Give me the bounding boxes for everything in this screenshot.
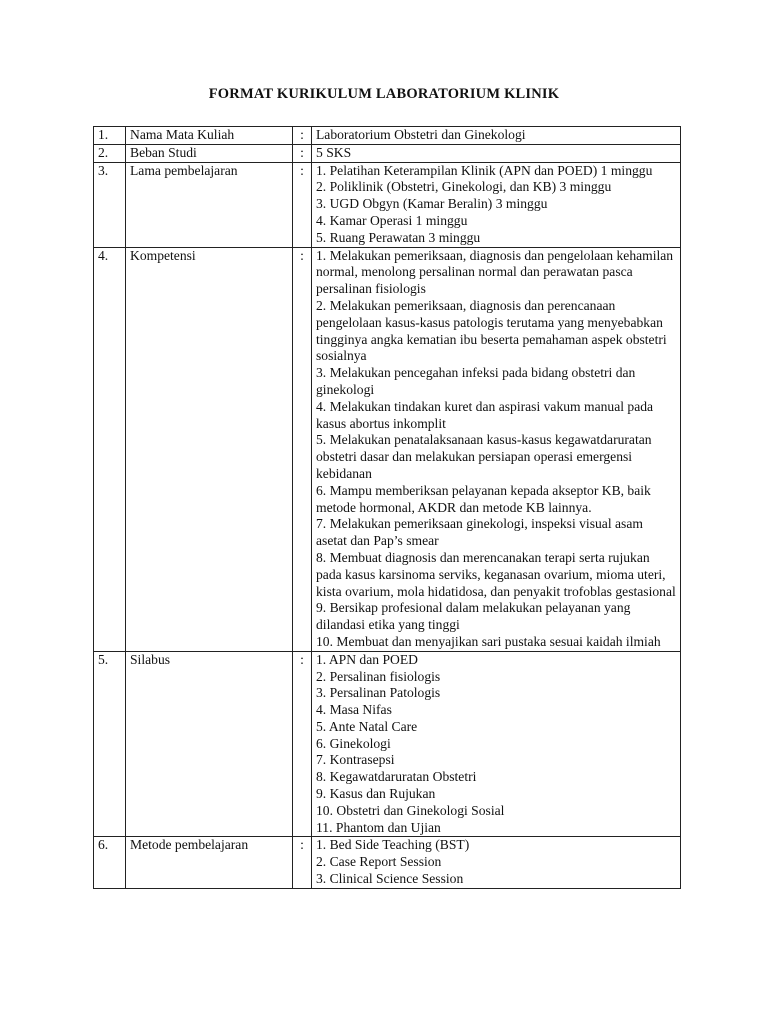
table-row bbox=[94, 247, 681, 651]
table-row bbox=[94, 162, 681, 247]
value-line: 1. APN dan POED bbox=[316, 651, 418, 667]
value-line: 10. Obstetri dan Ginekologi Sosial bbox=[316, 802, 505, 818]
value-line: 1. Bed Side Teaching (BST) bbox=[316, 837, 470, 853]
value-line: 4. Kamar Operasi 1 minggu bbox=[316, 212, 468, 228]
row-colon: : bbox=[293, 247, 312, 651]
table-row bbox=[94, 651, 681, 837]
value-line: 10. Membuat dan menyajikan sari pustaka sesuai kaidah ilmiah bbox=[316, 633, 661, 649]
value-line: 7. Melakukan pemeriksaan ginekologi, inspeksi visual asam asetat dan Pap’s smear bbox=[316, 516, 643, 549]
row-number: 4. bbox=[94, 247, 126, 651]
row-value bbox=[312, 127, 681, 145]
curriculum-table-body bbox=[94, 127, 681, 889]
value-line: 7. Kontrasepsi bbox=[316, 752, 395, 768]
row-value bbox=[312, 247, 681, 651]
curriculum-table bbox=[93, 126, 681, 889]
row-number: 2. bbox=[94, 144, 126, 162]
value-line: 11. Phantom dan Ujian bbox=[316, 819, 441, 835]
table-row bbox=[94, 837, 681, 888]
table-row bbox=[94, 144, 681, 162]
row-value bbox=[312, 144, 681, 162]
value-line: 8. Kegawatdaruratan Obstetri bbox=[316, 769, 477, 785]
value-line: 5. Melakukan penatalaksanaan kasus-kasus kegawatdaruratan obstetri dasar dan melakukan persiapan operasi emergensi kebidanan bbox=[316, 432, 652, 481]
row-colon: : bbox=[293, 651, 312, 837]
value-line: 8. Membuat diagnosis dan merencanakan terapi serta rujukan pada kasus karsinoma serviks, keganasan ovarium, mioma uteri, kista ovarium, mola hidatidosa, dan penyakit trofoblas gestasional bbox=[316, 549, 676, 599]
table-row bbox=[94, 127, 681, 145]
row-colon: : bbox=[293, 144, 312, 162]
value-line: 3. Clinical Science Session bbox=[316, 871, 464, 887]
row-label: Kompetensi bbox=[126, 247, 293, 651]
value-line: 9. Bersikap profesional dalam melakukan pelayanan yang dilandasi etika yang tinggi bbox=[316, 600, 631, 633]
row-colon: : bbox=[293, 162, 312, 247]
value-line: 3. Persalinan Patologis bbox=[316, 685, 441, 701]
row-colon: : bbox=[293, 127, 312, 145]
value-line: 5. Ante Natal Care bbox=[316, 718, 418, 734]
value-line: 4. Melakukan tindakan kuret dan aspirasi vakum manual pada kasus abortus inkomplit bbox=[316, 398, 654, 431]
value-line: 2. Persalinan fisiologis bbox=[316, 668, 441, 684]
document-title: FORMAT KURIKULUM LABORATORIUM KLINIK bbox=[208, 86, 560, 102]
value-line: 1. Melakukan pemeriksaan, diagnosis dan pengelolaan kehamilan normal, menolong persalinan normal dan perawatan pasca persalinan fisiologis bbox=[316, 247, 674, 297]
value-line: 5. Ruang Perawatan 3 minggu bbox=[316, 229, 481, 245]
row-number: 6. bbox=[94, 837, 126, 888]
row-number: 5. bbox=[94, 651, 126, 837]
row-value bbox=[312, 162, 681, 247]
row-label: Beban Studi bbox=[126, 144, 293, 162]
value-line: 3. Melakukan pencegahan infeksi pada bidang obstetri dan ginekologi bbox=[316, 365, 636, 397]
value-line: 2. Poliklinik (Obstetri, Ginekologi, dan KB) 3 minggu bbox=[316, 179, 612, 195]
value-line: 3. UGD Obgyn (Kamar Beralin) 3 minggu bbox=[316, 196, 548, 212]
value-line: 4. Masa Nifas bbox=[316, 702, 392, 718]
value-line: Laboratorium Obstetri dan Ginekologi bbox=[316, 127, 526, 142]
row-value bbox=[312, 837, 681, 888]
value-line: 2. Melakukan pemeriksaan, diagnosis dan perencanaan pengelolaan kasus-kasus patologis terutama yang menyebabkan tingginya angka kematian ibu beserta pemahaman aspek obstetri sosialnya bbox=[316, 297, 667, 364]
row-label: Nama Mata Kuliah bbox=[126, 127, 293, 145]
row-number: 1. bbox=[94, 127, 126, 145]
value-line: 6. Mampu memberiksan pelayanan kepada akseptor KB, baik metode hormonal, AKDR dan metode KB lainnya. bbox=[316, 482, 651, 515]
row-value bbox=[312, 651, 681, 837]
value-line: 6. Ginekologi bbox=[316, 735, 391, 751]
value-line: 9. Kasus dan Rujukan bbox=[316, 786, 436, 802]
row-colon: : bbox=[293, 837, 312, 888]
row-label: Lama pembelajaran bbox=[126, 162, 293, 247]
value-line: 2. Case Report Session bbox=[316, 854, 442, 870]
value-line: 5 SKS bbox=[316, 144, 352, 160]
row-label: Silabus bbox=[126, 651, 293, 837]
value-line: 1. Pelatihan Keterampilan Klinik (APN dan POED) 1 minggu bbox=[316, 162, 653, 178]
row-label: Metode pembelajaran bbox=[126, 837, 293, 888]
row-number: 3. bbox=[94, 162, 126, 247]
